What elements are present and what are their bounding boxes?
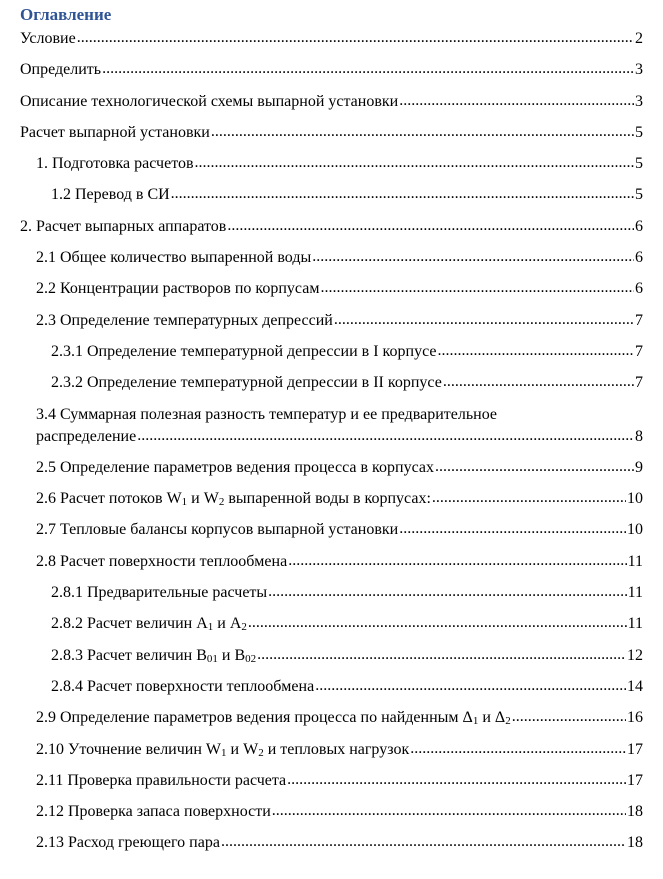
toc-page-number: 6 <box>635 249 643 267</box>
toc-entry-text: 2.13 Расход греющего пара <box>36 834 220 852</box>
toc-entry-2-11[interactable] <box>20 770 643 792</box>
toc-leader <box>287 770 626 792</box>
subscript: 2 <box>258 746 264 759</box>
toc-text-part: 2.8.3 Расчет величин B <box>51 646 207 664</box>
toc-leader <box>432 488 626 510</box>
toc-text-part: и W <box>226 740 259 758</box>
subscript: 01 <box>206 652 218 665</box>
toc-page-number: 18 <box>627 803 643 821</box>
toc-entry-2-3-1[interactable] <box>20 341 643 363</box>
toc-leader <box>443 372 634 394</box>
toc-entry-text <box>36 488 431 510</box>
toc-entry-perevod-si[interactable] <box>20 184 643 206</box>
toc-page-number: 11 <box>627 552 643 570</box>
toc-entry-text: 2.5 Определение параметров ведения процесса в корпусах <box>36 458 434 476</box>
toc-leader <box>315 676 626 698</box>
toc-entry-text-line2: распределение <box>36 427 137 445</box>
toc-entry-opisanie-skhemy[interactable] <box>20 91 643 113</box>
subscript: 02 <box>245 652 257 665</box>
toc-text-part: 2.8.2 Расчет величин A <box>51 615 208 633</box>
subscript: 2 <box>241 621 247 634</box>
toc-entry-2-3[interactable] <box>20 310 643 332</box>
toc-entry-2-9[interactable] <box>20 707 643 729</box>
toc-entry-text: 1. Подготовка расчетов <box>36 155 194 173</box>
toc-leader <box>410 739 626 761</box>
toc-entry-uslovie[interactable] <box>20 28 643 50</box>
subscript: 2 <box>218 496 225 509</box>
toc-entry-text: 2. Расчет выпарных аппаратов <box>20 217 227 235</box>
toc-entry-text: 1.2 Перевод в СИ <box>51 186 170 204</box>
toc-entry-text: 2.8 Расчет поверхности теплообмена <box>36 552 288 570</box>
toc-page-number: 6 <box>635 280 643 298</box>
toc-entry-text: 2.2 Концентрации растворов по корпусам <box>36 280 320 298</box>
toc-entry-text: 2.8.4 Расчет поверхности теплообмена <box>51 677 315 695</box>
toc-entry-text: 2.8.1 Предварительные расчеты <box>51 584 268 602</box>
toc-page-number: 17 <box>627 740 643 758</box>
toc-entry-text: Определить <box>20 61 102 79</box>
toc-entry-opredelit[interactable] <box>20 59 643 81</box>
toc-entry-2-1[interactable] <box>20 247 643 269</box>
toc-page <box>20 4 643 864</box>
toc-entry-2-8-4[interactable] <box>20 676 643 698</box>
toc-entry-text <box>51 613 247 635</box>
toc-entry-2-6[interactable] <box>20 488 643 510</box>
toc-page-number: 11 <box>627 584 643 602</box>
toc-entry-text <box>36 707 511 729</box>
toc-page-number: 14 <box>627 677 643 695</box>
toc-page-number: 17 <box>627 771 643 789</box>
toc-text-part: выпаренной воды в корпусах: <box>224 490 431 508</box>
toc-page-number: 10 <box>627 490 643 508</box>
toc-leader <box>211 122 634 144</box>
toc-text-part: и Δ <box>478 709 506 727</box>
toc-entry-line2 <box>36 426 643 448</box>
toc-page-number: 3 <box>635 61 643 79</box>
toc-leader <box>137 426 634 448</box>
toc-entry-text-line1: 3.4 Суммарная полезная разность температур и ее предварительное <box>36 405 498 423</box>
toc-leader <box>195 153 634 175</box>
toc-leader <box>272 801 626 823</box>
toc-leader <box>288 551 626 573</box>
toc-text-part: 2.6 Расчет потоков W <box>36 490 182 508</box>
toc-entry-2-8-2[interactable] <box>20 613 643 635</box>
toc-text-part: и B <box>217 646 246 664</box>
toc-leader <box>102 59 634 81</box>
toc-page-number: 16 <box>627 709 643 727</box>
toc-entry-raschet-apparatov[interactable] <box>20 216 643 238</box>
toc-list <box>20 28 643 854</box>
toc-leader <box>435 457 634 479</box>
toc-page-number: 3 <box>635 92 643 110</box>
toc-entry-2-8-1[interactable] <box>20 582 643 604</box>
subscript: 1 <box>207 621 214 634</box>
toc-entry-2-13[interactable] <box>20 832 643 854</box>
toc-entry-text: 2.12 Проверка запаса поверхности <box>36 803 271 821</box>
toc-entry-2-3-2[interactable] <box>20 372 643 394</box>
toc-entry-2-10[interactable] <box>20 739 643 761</box>
toc-entry-2-8-3[interactable] <box>20 645 643 667</box>
toc-page-number: 9 <box>635 458 643 476</box>
toc-page-number: 2 <box>635 30 643 47</box>
toc-leader <box>171 184 634 206</box>
toc-page-number: 10 <box>627 521 643 539</box>
toc-page-number: 11 <box>627 615 643 633</box>
toc-text-part: 2.9 Определение параметров ведения процесса по найденным Δ <box>36 709 473 727</box>
toc-page-number: 7 <box>635 311 643 329</box>
toc-leader <box>268 582 626 604</box>
toc-leader <box>312 247 634 269</box>
toc-leader <box>320 278 634 300</box>
toc-entry-podgotovka[interactable] <box>20 153 643 175</box>
subscript: 1 <box>221 746 227 759</box>
subscript: 1 <box>181 496 188 509</box>
toc-leader <box>257 645 626 667</box>
toc-entry-text <box>36 739 409 761</box>
toc-entry-text: Описание технологической схемы выпарной установки <box>20 92 399 110</box>
toc-leader <box>399 91 634 113</box>
toc-leader <box>77 28 634 50</box>
toc-entry-2-2[interactable] <box>20 278 643 300</box>
toc-page-number: 8 <box>635 427 643 445</box>
toc-leader <box>399 519 626 541</box>
toc-text-part: и тепловых нагрузок <box>263 740 410 758</box>
toc-page-number: 5 <box>635 155 643 173</box>
toc-entry-text: 2.11 Проверка правильности расчета <box>36 771 287 789</box>
toc-leader <box>512 707 626 729</box>
toc-title: Оглавление <box>20 5 112 24</box>
toc-entry-text: 2.3 Определение температурных депрессий <box>36 311 333 329</box>
toc-entry-text <box>51 645 256 667</box>
toc-entry-raschet-ustanovki[interactable] <box>20 122 643 144</box>
toc-entry-2-8[interactable] <box>20 551 643 573</box>
toc-page-number: 18 <box>627 834 643 852</box>
toc-leader <box>334 310 634 332</box>
toc-page-number: 5 <box>635 186 643 204</box>
toc-leader <box>227 216 634 238</box>
toc-text-part: и W <box>187 490 219 508</box>
toc-leader <box>221 832 626 854</box>
toc-entry-2-5[interactable] <box>20 457 643 479</box>
subscript: 2 <box>505 715 511 728</box>
toc-entry-text: Расчет выпарной установки <box>20 123 210 141</box>
toc-entry-text: Условие <box>20 30 76 47</box>
toc-entry-3-4[interactable] <box>20 404 643 448</box>
toc-entry-2-7[interactable] <box>20 519 643 541</box>
toc-page-number: 6 <box>635 217 643 235</box>
toc-entry-text: 2.3.2 Определение температурной депрессии в II корпусе <box>51 374 442 392</box>
toc-page-number: 12 <box>627 646 643 664</box>
toc-entry-text: 2.7 Тепловые балансы корпусов выпарной установки <box>36 521 399 539</box>
toc-leader <box>437 341 634 363</box>
toc-entry-text: 2.3.1 Определение температурной депрессии в I корпусе <box>51 342 437 360</box>
toc-entry-text: 2.1 Общее количество выпаренной воды <box>36 249 312 267</box>
toc-page-number: 7 <box>635 374 643 392</box>
toc-text-part: и A <box>213 615 242 633</box>
toc-entry-2-12[interactable] <box>20 801 643 823</box>
toc-page-number: 7 <box>635 342 643 360</box>
subscript: 1 <box>472 715 479 728</box>
toc-text-part: 2.10 Уточнение величин W <box>36 740 222 758</box>
toc-page-number: 5 <box>635 123 643 141</box>
toc-leader <box>248 613 627 635</box>
